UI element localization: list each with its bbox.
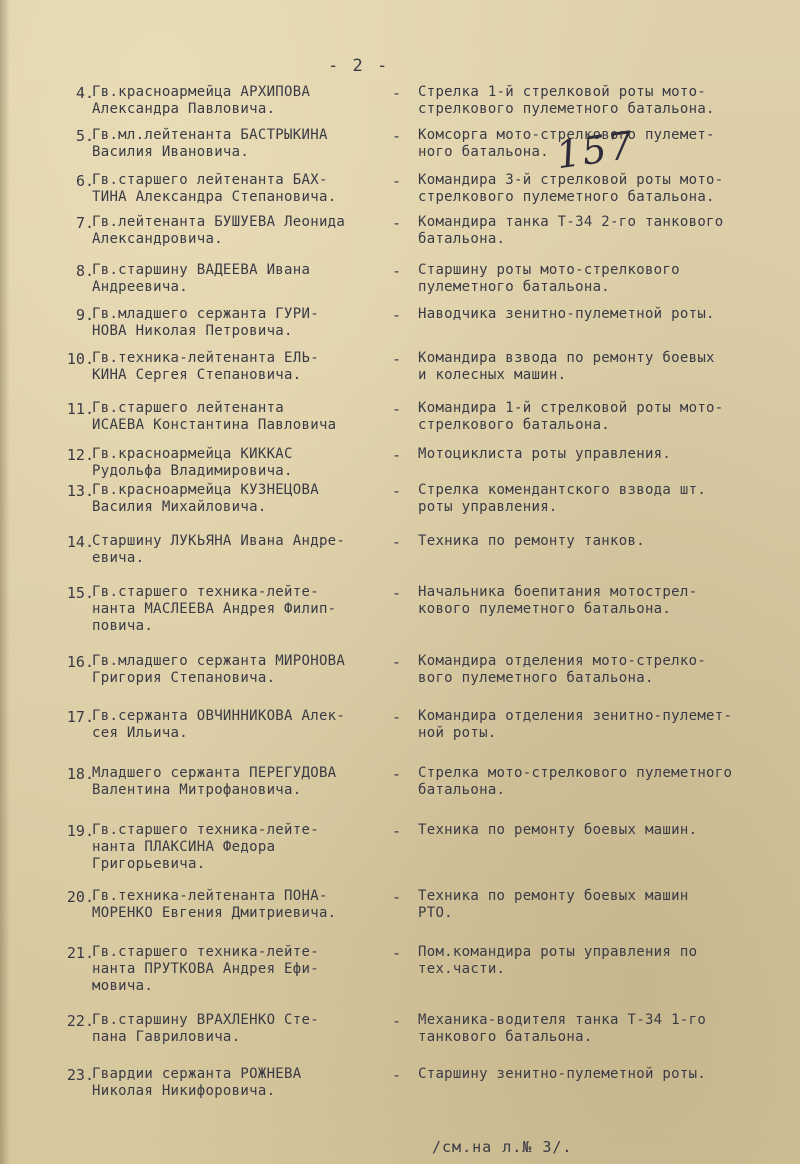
entry-number: 7.	[75, 214, 94, 232]
entry-dash: -	[392, 482, 402, 500]
entry-dash: -	[392, 1012, 402, 1030]
entry-number: 16.	[66, 653, 94, 671]
entry-number: 8.	[75, 262, 94, 280]
entry-person-name: Гв.старшину ВАДЕЕВА Ивана Андреевича.	[92, 262, 311, 295]
entry-number: 23.	[66, 1066, 94, 1084]
page-number: - 2 -	[328, 56, 390, 76]
entry-dash: -	[392, 306, 402, 324]
entry-person-name: Гв.старшего техника-лейте- нанта ПРУТКОВА Андрея Ефи- мовича.	[92, 944, 319, 994]
entry-role: Комсорга мото-стрелкового пулемет- ного батальона.	[418, 127, 715, 160]
entry-person-name: Гв.старшего техника-лейте- нанта МАСЛЕЕВА Андрея Филип- повича.	[92, 584, 337, 634]
entry-person-name: Младшего сержанта ПЕРЕГУДОВА Валентина Митрофановича.	[92, 765, 337, 798]
entry-dash: -	[392, 350, 402, 368]
entry-number: 13.	[66, 482, 94, 500]
entry-person-name: Гв.красноармейца КУЗНЕЦОВА Василия Михайловича.	[92, 482, 319, 515]
entry-person-name: Гв.красноармейца АРХИПОВА Александра Павловича.	[92, 84, 311, 117]
entry-dash: -	[392, 888, 402, 906]
entry-role: Стрелка мото-стрелкового пулеметного батальона.	[418, 765, 733, 798]
entry-dash: -	[392, 584, 402, 602]
entry-role: Командира отделения мото-стрелко- вого пулеметного батальона.	[418, 653, 707, 686]
entry-dash: -	[392, 262, 402, 280]
entry-role: Старшину зенитно-пулеметной роты.	[418, 1066, 707, 1082]
entry-dash: -	[392, 944, 402, 962]
entry-person-name: Гв.старшего техника-лейте- нанта ПЛАКСИНА Федора Григорьевича.	[92, 822, 319, 872]
entry-dash: -	[392, 533, 402, 551]
entry-number: 18.	[66, 765, 94, 783]
entry-dash: -	[392, 172, 402, 190]
entry-person-name: Гвардии сержанта РОЖНЕВА Николая Никифоровича.	[92, 1066, 302, 1099]
entry-person-name: Гв.техника-лейтенанта ПОНА- МОРЕНКО Евгения Дмитриевича.	[92, 888, 337, 921]
entry-role: Начальника боепитания мотострел- кового пулеметного батальона.	[418, 584, 698, 617]
entry-person-name: Гв.старшего лейтенанта ИСАЕВА Константина Павловича	[92, 400, 337, 433]
entry-number: 15.	[66, 584, 94, 602]
paper-edge-shadow	[0, 0, 10, 1164]
entry-role: Командира 3-й стрелковой роты мото- стрелкового пулеметного батальона.	[418, 172, 724, 205]
entry-role: Мотоциклиста роты управления.	[418, 446, 672, 462]
entry-dash: -	[392, 400, 402, 418]
entry-number: 22.	[66, 1012, 94, 1030]
entry-person-name: Гв.мл.лейтенанта БАСТРЫКИНА Василия Ивановича.	[92, 127, 328, 160]
entry-dash: -	[392, 822, 402, 840]
entry-dash: -	[392, 84, 402, 102]
entry-role: Техника по ремонту боевых машин.	[418, 822, 698, 838]
entry-dash: -	[392, 765, 402, 783]
entry-dash: -	[392, 214, 402, 232]
continuation-note: /см.на л.№ 3/.	[432, 1138, 573, 1156]
entry-dash: -	[392, 446, 402, 464]
entry-number: 9.	[75, 306, 94, 324]
entry-dash: -	[392, 708, 402, 726]
entry-number: 20.	[66, 888, 94, 906]
entry-number: 5.	[75, 127, 94, 145]
entry-role: Стрелка 1-й стрелковой роты мото- стрелкового пулеметного батальона.	[418, 84, 715, 117]
entry-role: Командира 1-й стрелковой роты мото- стрелкового батальона.	[418, 400, 724, 433]
entry-role: Пом.командира роты управления по тех.части.	[418, 944, 698, 977]
entry-person-name: Старшину ЛУКЬЯНА Ивана Андре- евича.	[92, 533, 346, 566]
entry-number: 14.	[66, 533, 94, 551]
entry-role: Командира танка Т-34 2-го танкового батальона.	[418, 214, 724, 247]
entry-dash: -	[392, 127, 402, 145]
entry-person-name: Гв.техника-лейтенанта ЕЛЬ- КИНА Сергея Степановича.	[92, 350, 319, 383]
entry-number: 11.	[66, 400, 94, 418]
entry-number: 17.	[66, 708, 94, 726]
entry-number: 10.	[66, 350, 94, 368]
entry-role: Наводчика зенитно-пулеметной роты.	[418, 306, 715, 322]
entry-person-name: Гв.старшего лейтенанта БАХ- ТИНА Александра Степановича.	[92, 172, 337, 205]
entry-number: 19.	[66, 822, 94, 840]
entry-person-name: Гв.старшину ВРАХЛЕНКО Сте- пана Гавриловича.	[92, 1012, 319, 1045]
entry-role: Командира отделения зенитно-пулемет- ной роты.	[418, 708, 733, 741]
entry-role: Техника по ремонту боевых машин РТО.	[418, 888, 689, 921]
entry-role: Техника по ремонту танков.	[418, 533, 645, 549]
entry-dash: -	[392, 653, 402, 671]
entry-dash: -	[392, 1066, 402, 1084]
entry-person-name: Гв.младшего сержанта ГУРИ- НОВА Николая Петровича.	[92, 306, 319, 339]
entry-role: Старшину роты мото-стрелкового пулеметного батальона.	[418, 262, 680, 295]
entry-role: Механика-водителя танка Т-34 1-го танкового батальона.	[418, 1012, 707, 1045]
handwritten-mark: 157	[553, 122, 638, 178]
entry-role: Командира взвода по ремонту боевых и колесных машин.	[418, 350, 715, 383]
entry-number: 6.	[75, 172, 94, 190]
entry-number: 12.	[66, 446, 94, 464]
entry-number: 4.	[75, 84, 94, 102]
entry-person-name: Гв.лейтенанта БУШУЕВА Леонида Александровича.	[92, 214, 346, 247]
entry-person-name: Гв.сержанта ОВЧИННИКОВА Алек- сея Ильича.	[92, 708, 346, 741]
entry-person-name: Гв.красноармейца КИККАС Рудольфа Владимировича.	[92, 446, 293, 479]
entry-person-name: Гв.младшего сержанта МИРОНОВА Григория Степановича.	[92, 653, 346, 686]
entry-role: Стрелка комендантского взвода шт. роты управления.	[418, 482, 707, 515]
entry-number: 21.	[66, 944, 94, 962]
